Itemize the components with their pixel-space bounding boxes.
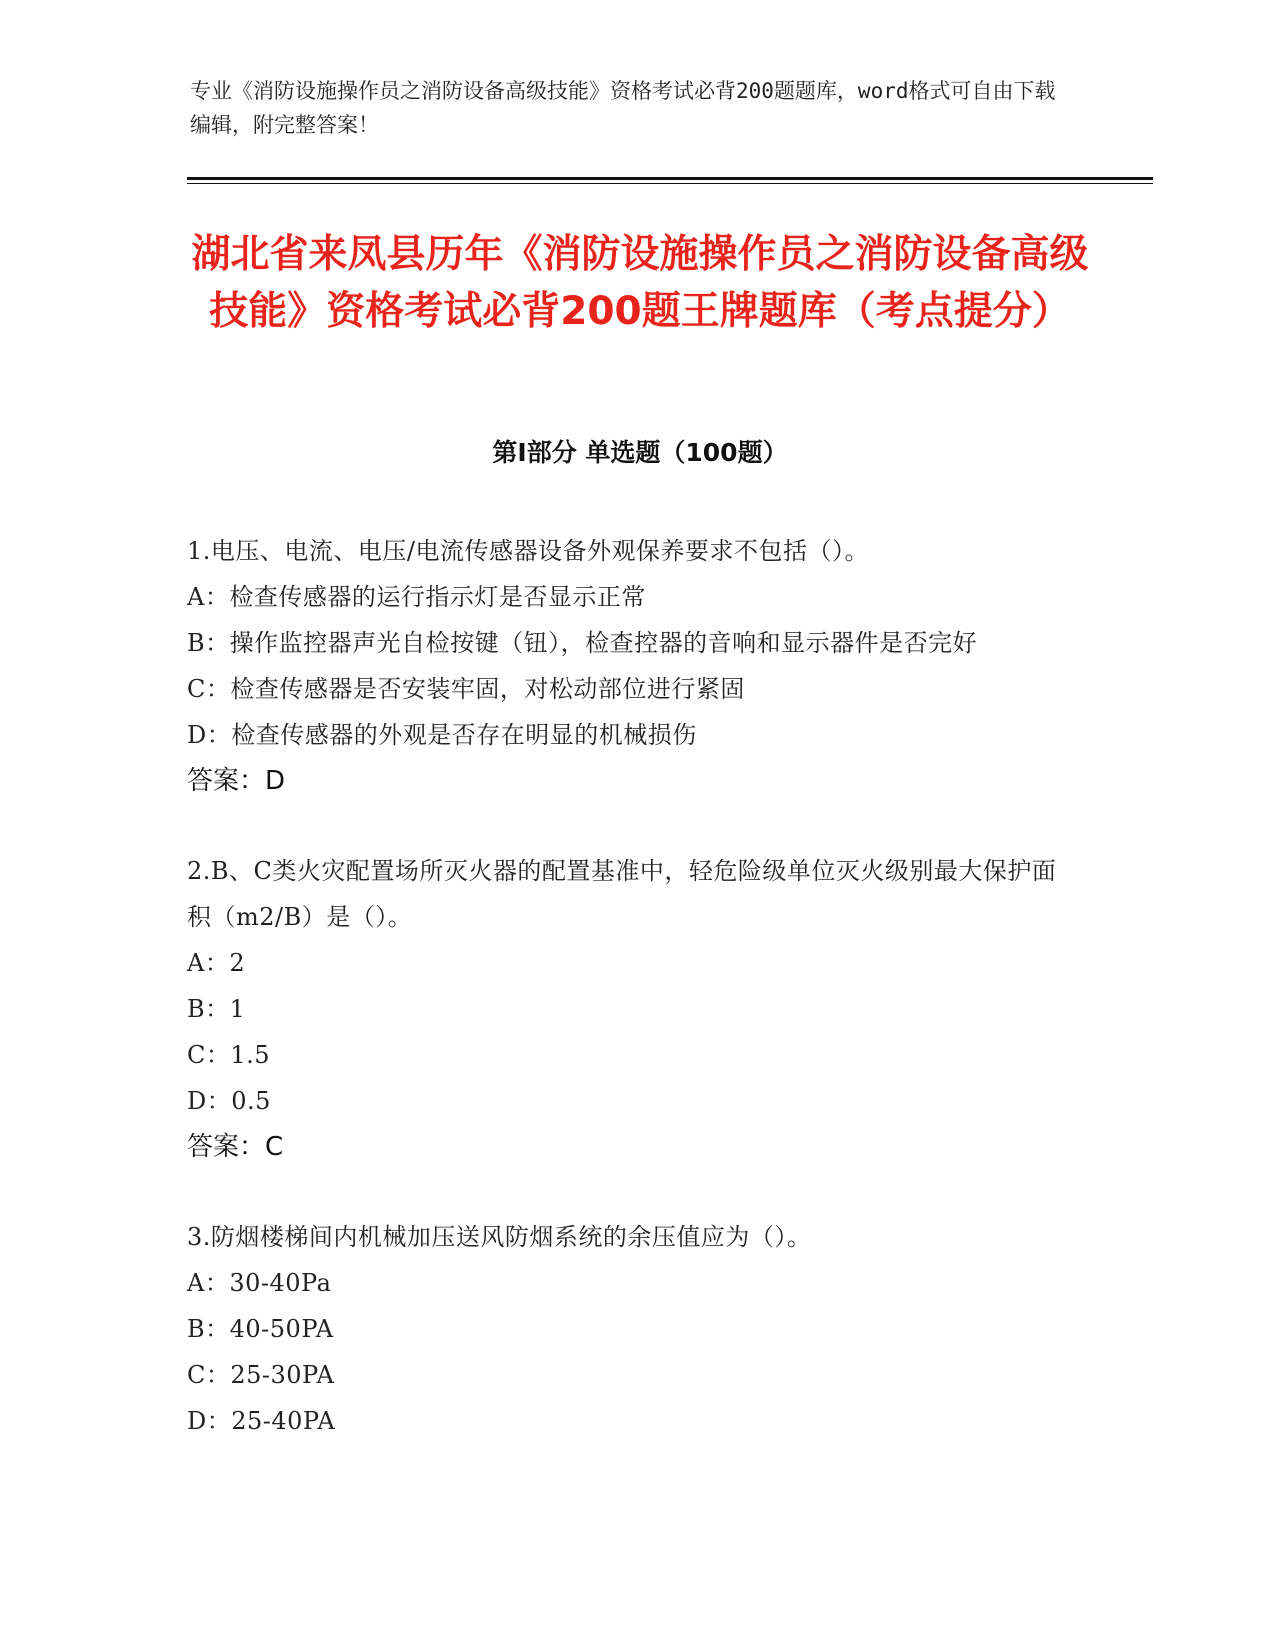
document-title: 湖北省来凤县历年《消防设施操作员之消防设备高级技能》资格考试必背200题王牌题库（考点提分） <box>191 232 1089 334</box>
header-rule-thin <box>187 183 1153 184</box>
option-c: C：1.5 <box>187 1041 271 1069</box>
question-list <box>187 528 1077 1488</box>
question-2 <box>187 848 1077 1170</box>
option-d: D：0.5 <box>187 1087 271 1115</box>
question-stem: 3.防烟楼梯间内机械加压送风防烟系统的余压值应为（）。 <box>187 1223 812 1251</box>
option-b: B：40-50PA <box>187 1315 334 1343</box>
option-b: B：操作监控器声光自检按键（钮），检查控器的音响和显示器件是否完好 <box>187 629 978 657</box>
question-stem: 1.电压、电流、电压/电流传感器设备外观保养要求不包括（）。 <box>187 537 869 565</box>
section-heading: 第Ⅰ部分 单选题（100题） <box>492 438 788 467</box>
question-3 <box>187 1214 1077 1444</box>
answer: 答案：C <box>187 1132 284 1162</box>
answer: 答案：D <box>187 766 286 796</box>
header-rule-thick <box>187 177 1153 180</box>
option-a: A：检查传感器的运行指示灯是否显示正常 <box>187 583 646 611</box>
question-stem: 2.B、C类火灾配置场所灭火器的配置基准中，轻危险级单位灭火级别最大保护面积（m2/B）是（）。 <box>187 857 1057 931</box>
option-b: B：1 <box>187 995 246 1023</box>
option-d: D：检查传感器的外观是否存在明显的机械损伤 <box>187 721 697 749</box>
question-1 <box>187 528 1077 804</box>
option-a: A：30-40Pa <box>187 1269 332 1297</box>
option-c: C：25-30PA <box>187 1361 335 1389</box>
option-d: D：25-40PA <box>187 1407 336 1435</box>
option-c: C：检查传感器是否安装牢固，对松动部位进行紧固 <box>187 675 745 703</box>
option-a: A：2 <box>187 949 246 977</box>
header-note: 专业《消防设施操作员之消防设备高级技能》资格考试必背200题题库，word格式可自由下载编辑，附完整答案！ <box>190 79 1056 137</box>
